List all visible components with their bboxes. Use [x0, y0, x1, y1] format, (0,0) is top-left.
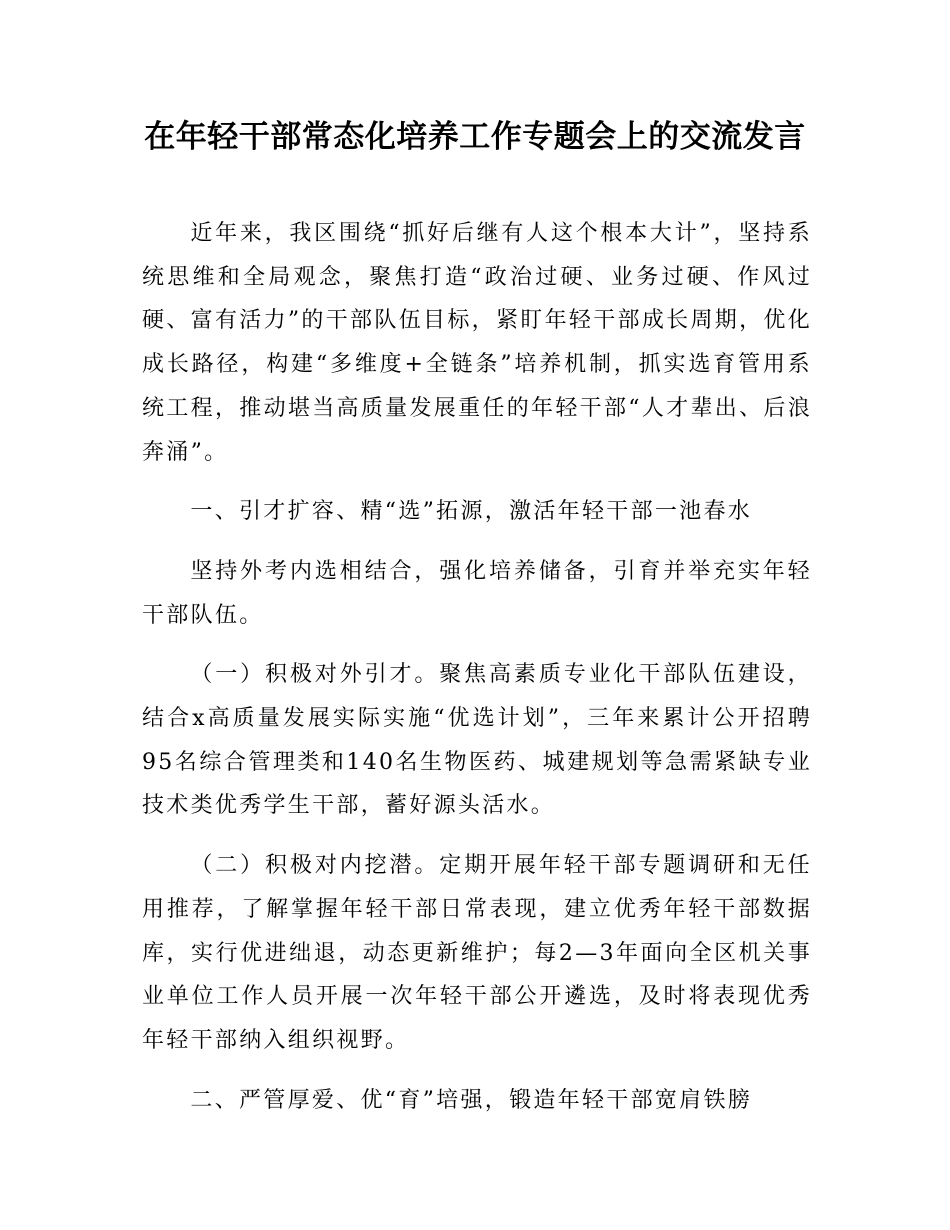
document-title: 在年轻干部常态化培养工作专题会上的交流发言	[144, 119, 806, 155]
subsection-1-2: （二）积极对内挖潜。定期开展年轻干部专题调研和无任用推荐，了解掌握年轻干部日常表现，建立优秀年轻干部数据库，实行优进绌退，动态更新维护；每2—3年面向全区机关事业单位工作人员开展一次年轻干部公开遴选，及时将表现优秀年轻干部纳入组织视野。	[142, 853, 812, 1053]
intro-paragraph: 近年来，我区围绕“抓好后继有人这个根本大计”，坚持系统思维和全局观念，聚焦打造“政治过硬、业务过硬、作风过硬、富有活力”的干部队伍目标，紧盯年轻干部成长周期，优化成长路径，构建“多维度+全链条”培养机制，抓实选育管用系统工程，推动堪当高质量发展重任的年轻干部“人才辈出、后浪奔涌”。	[142, 221, 812, 465]
document-body	[142, 212, 812, 1138]
subsection-1-1: （一）积极对外引才。聚焦高素质专业化干部队伍建设，结合x高质量发展实际实施“优选计划”，三年来累计公开招聘95名综合管理类和140名生物医药、城建规划等急需紧缺专业技术类优秀学生干部，蓄好源头活水。	[142, 662, 812, 819]
section-heading-2: 二、严管厚爱、优“育”培强，锻造年轻干部宽肩铁膀	[190, 1087, 753, 1113]
section-heading-1: 一、引才扩容、精“选”拓源，激活年轻干部一池春水	[190, 499, 753, 525]
section-1-summary: 坚持外考内选相结合，强化培养储备，引育并举充实年轻干部队伍。	[142, 558, 812, 628]
